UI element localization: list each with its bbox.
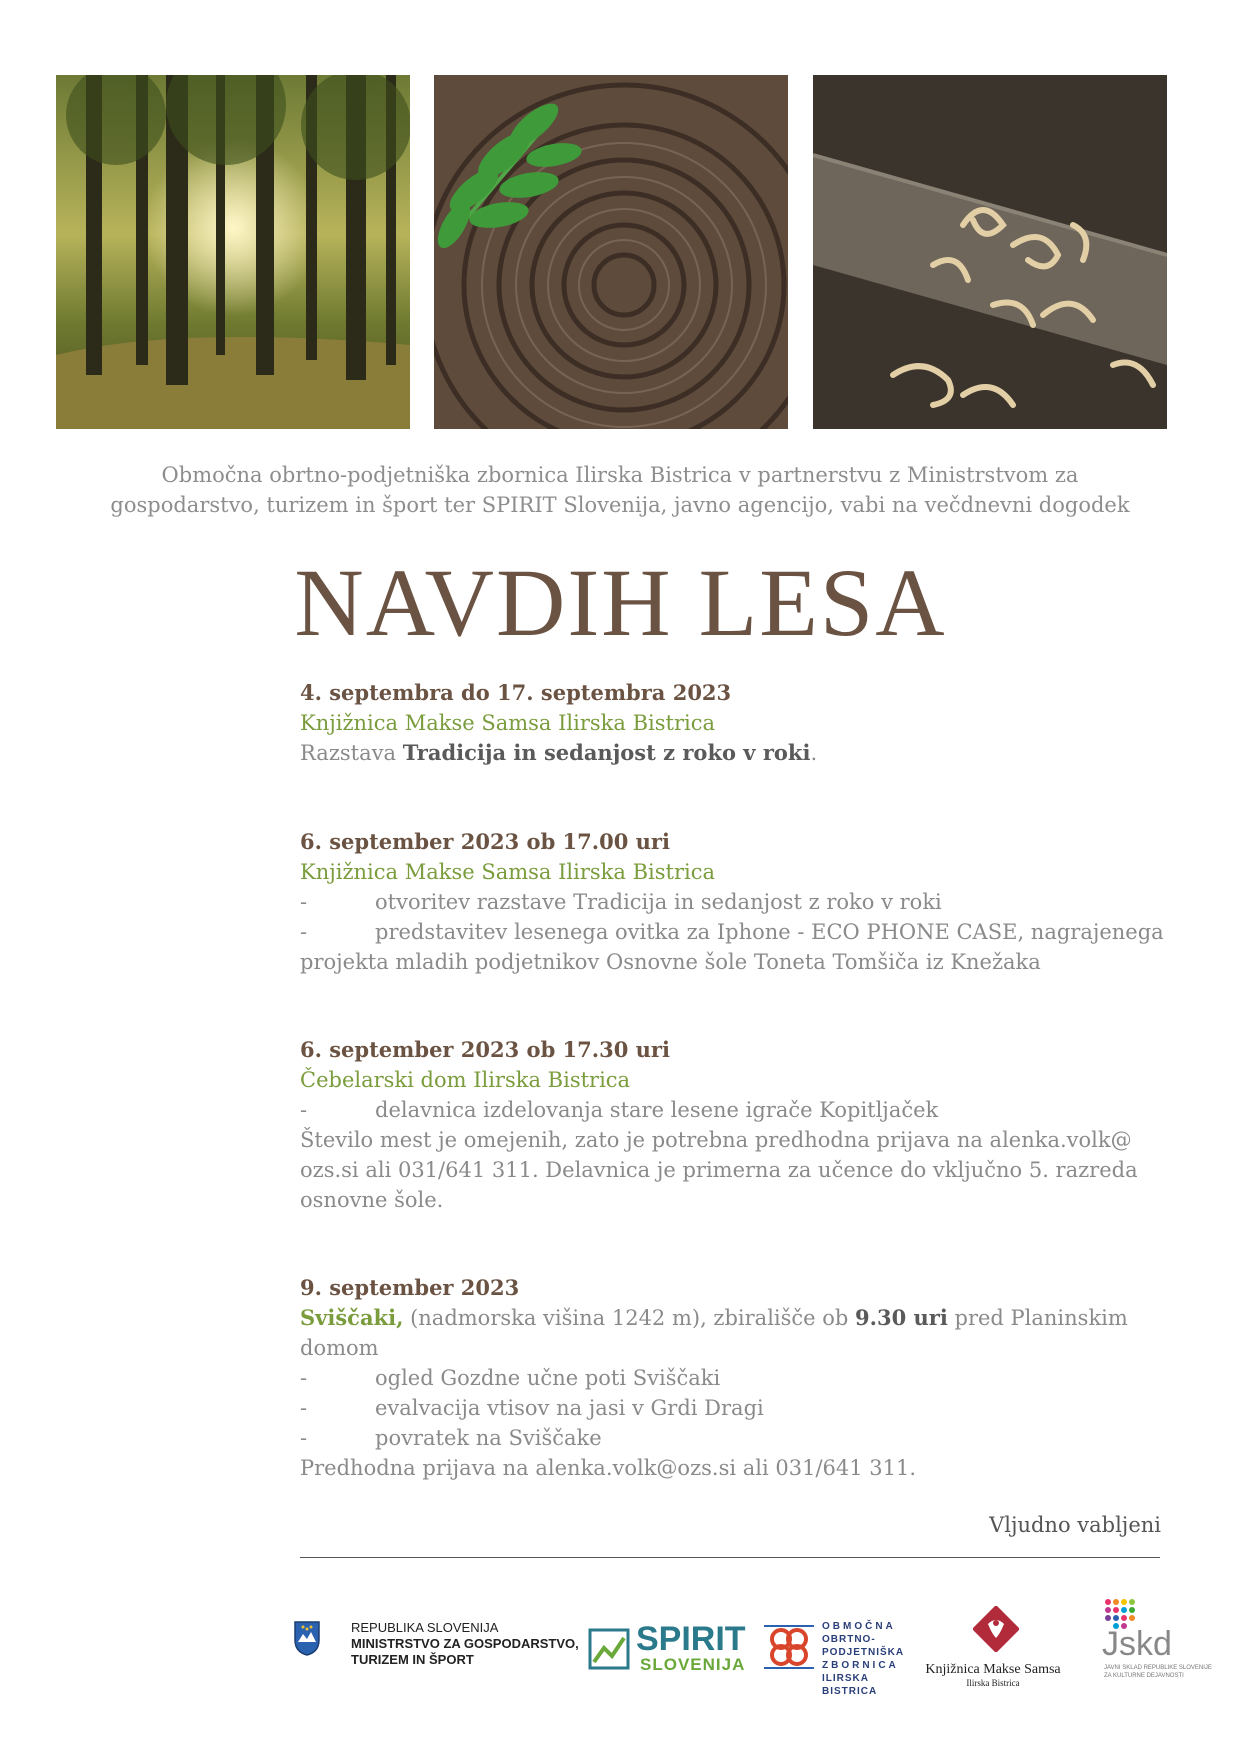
ministry-line-3: TURIZEM IN ŠPORT [351,1652,474,1667]
event-2 [300,827,1180,977]
event-place: Knjižnica Makse Samsa Ilirska Bistrica [300,711,715,735]
event-description: Razstava Tradicija in sedanjost z roko v roki. [300,740,818,765]
ozs-line-3: ZBORNICA [822,1660,899,1671]
ozs-line-2: OBRTNO-PODJETNIŠKA [822,1634,905,1658]
event-3 [300,1035,1180,1215]
event-date: 4. septembra do 17. septembra 2023 [300,680,732,705]
jskd-line-2: ZA KULTURNE DEJAVNOSTI [1104,1673,1184,1679]
spirit-country: SLOVENIJA [640,1655,746,1674]
event-place: Knjižnica Makse Samsa Ilirska Bistrica [300,860,715,884]
jskd-wordmark: Jskd [1102,1625,1172,1663]
ministry-logo [293,1620,583,1670]
list-item: - evalvacija vtisov na jasi v Grdi Dragi [300,1396,764,1420]
divider [300,1557,1160,1558]
spirit-wordmark: SPIRIT [636,1620,746,1658]
tree-rings-photo [434,75,788,429]
list-item-continuation: projekta mladih podjetnikov Osnovne šole Toneta Tomšiča iz Knežaka [300,950,1041,974]
ozs-mark-icon [764,1622,814,1672]
event-note: ozs.si ali 031/641 311. Delavnica je primerna za učence do vključno 5. razreda [300,1158,1138,1182]
coat-of-arms-icon [293,1620,321,1656]
event-place: Čebelarski dom Ilirska Bistrica [300,1068,631,1092]
list-item: - predstavitev lesenega ovitka za Iphone - ECO PHONE CASE, nagrajenega [300,920,1164,944]
event-1 [300,678,1180,768]
list-item: - ogled Gozdne učne poti Sviščaki [300,1366,721,1390]
list-item: - delavnica izdelovanja stare lesene igrače Kopitljaček [300,1098,939,1122]
intro-line-2: gospodarstvo, turizem in šport ter SPIRIT Slovenija, javno agencijo, vabi na večdnevni dogodek [110,493,1130,517]
event-note: osnovne šole. [300,1188,444,1212]
closing-regards: Vljudno vabljeni [989,1513,1161,1537]
ozs-line-1: OBMOČNA [822,1621,896,1632]
jskd-line-1: JAVNI SKLAD REPUBLIKE SLOVENIJE [1104,1665,1212,1671]
ministry-line-2: MINISTRSTVO ZA GOSPODARSTVO, [351,1636,579,1651]
list-item: - povratek na Sviščake [300,1426,602,1450]
event-place-line-cont: domom [300,1336,379,1360]
library-city: Ilirska Bistrica [966,1678,1020,1688]
ozs-logo [764,1620,914,1697]
library-mark-icon [973,1606,1019,1652]
forest-photo [56,75,410,429]
event-4 [300,1273,1180,1483]
event-note: Predhodna prijava na alenka.volk@ozs.si ali 031/641 311. [300,1456,917,1480]
event-date: 6. september 2023 ob 17.00 uri [300,829,670,854]
event-date: 6. september 2023 ob 17.30 uri [300,1037,670,1062]
event-date: 9. september 2023 [300,1275,520,1300]
jskd-logo [1094,1596,1214,1686]
spirit-logo [588,1622,758,1676]
event-place-line: Sviščaki, (nadmorska višina 1242 m), zbirališče ob 9.30 uri pred Planinskim [300,1305,1128,1330]
event-note: Število mest je omejenih, zato je potrebna predhodna prijava na alenka.volk@ [300,1128,1132,1152]
ministry-line-1: REPUBLIKA SLOVENIJA [351,1620,499,1635]
ozs-line-4: ILIRSKA BISTRICA [822,1673,878,1697]
wood-shavings-photo [813,75,1167,429]
library-logo [918,1606,1068,1686]
spirit-mark-icon [588,1628,630,1670]
list-item: - otvoritev razstave Tradicija in sedanjost z roko v roki [300,890,942,914]
intro-text [60,460,1180,520]
intro-line-1: Območna obrtno-podjetniška zbornica Ilirska Bistrica v partnerstvu z Ministrstvom za [161,463,1079,487]
page-title: NAVDIH LESA [294,549,947,656]
library-name: Knjižnica Makse Samsa [925,1662,1061,1677]
